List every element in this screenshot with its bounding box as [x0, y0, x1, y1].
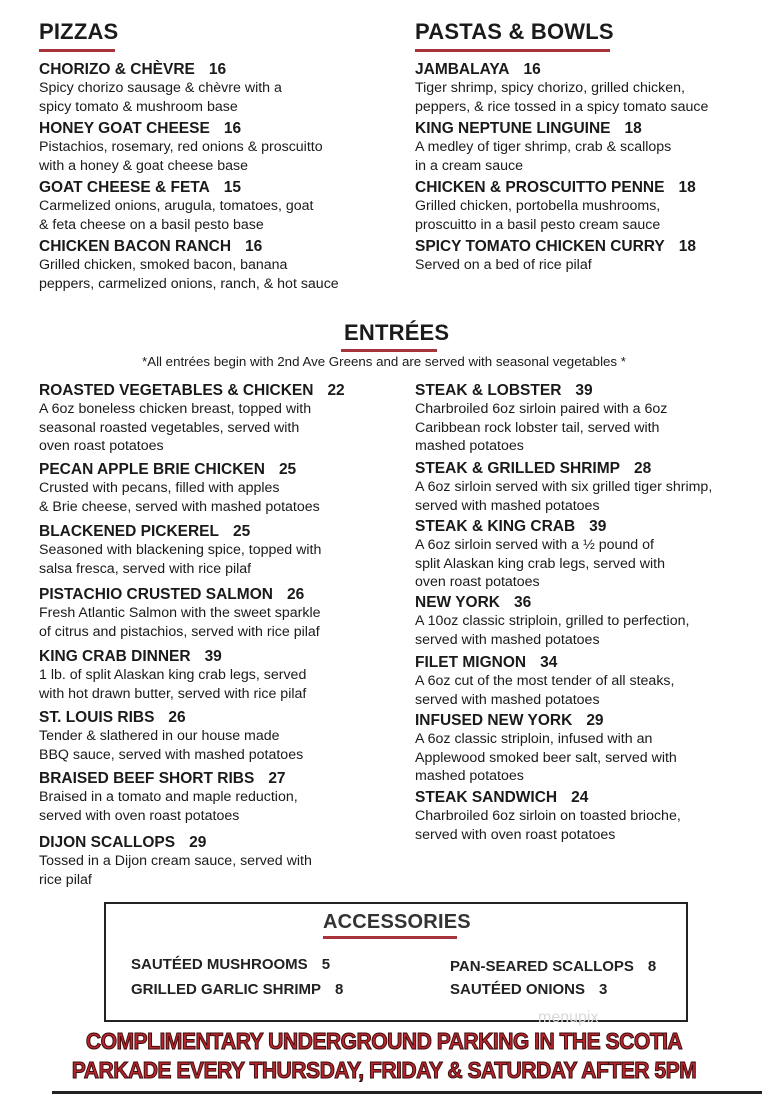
item-title: [415, 653, 765, 672]
item-description: Grilled chicken, portobella mushrooms,: [415, 198, 661, 214]
item-description: Charbroiled 6oz sirloin on toasted brioche,: [415, 808, 681, 824]
item-description: served with oven roast potatoes: [415, 826, 616, 843]
item-description: Spicy chorizo sausage & chèvre with a: [39, 80, 282, 96]
item-title: [415, 459, 765, 478]
item-title: [39, 178, 389, 197]
item-description: Caribbean rock lobster tail, served with: [415, 419, 660, 436]
item-title: [39, 237, 389, 256]
item-description: mashed potatoes: [415, 768, 524, 784]
item-title: [39, 647, 389, 666]
accessory-item: [131, 981, 343, 998]
item-price: 36: [513, 594, 532, 611]
item-title: [415, 593, 765, 612]
accessory-name: SAUTÉED MUSHROOMS: [131, 956, 308, 973]
menu-item: [39, 769, 389, 825]
item-description: Tiger shrimp, spicy chorizo, grilled chicken,: [415, 80, 685, 96]
accessory-price: 5: [321, 956, 331, 973]
menu-item: [415, 119, 765, 175]
item-title: [39, 60, 389, 79]
item-price: 16: [208, 61, 227, 78]
item-description: with hot drawn butter, served with rice pilaf: [39, 685, 307, 702]
item-description: oven roast potatoes: [415, 574, 540, 590]
item-name: KING NEPTUNE LINGUINE: [415, 120, 611, 137]
item-title: [39, 381, 389, 400]
parking-line-2: PARKADE EVERY THURSDAY, FRIDAY & SATURDAY AFTER 5PM: [71, 1057, 697, 1083]
watermark: menupix: [538, 1009, 599, 1026]
menu-item: [39, 460, 389, 516]
item-description: A 10oz classic striploin, grilled to perfection,: [415, 613, 690, 629]
menu-item: [415, 178, 765, 234]
item-price: 27: [268, 770, 286, 787]
item-description: Fresh Atlantic Salmon with the sweet sparkle: [39, 605, 321, 621]
item-description: peppers, & rice tossed in a spicy tomato sauce: [415, 98, 709, 115]
item-title: [39, 522, 389, 541]
item-description: Braised in a tomato and maple reduction,: [39, 789, 298, 805]
item-description: of citrus and pistachios, served with rice pilaf: [39, 623, 320, 640]
item-title: [415, 788, 765, 807]
accessory-item: [450, 981, 607, 998]
menu-item: [39, 381, 389, 456]
item-name: BRAISED BEEF SHORT RIBS: [39, 770, 255, 787]
menu-item: [415, 653, 765, 709]
item-price: 18: [678, 238, 696, 255]
pizzas-underline: [39, 49, 115, 52]
pastas-underline: [415, 49, 610, 52]
item-name: KING CRAB DINNER: [39, 648, 191, 665]
item-price: 22: [327, 382, 345, 399]
menu-item: [415, 237, 765, 275]
item-name: FILET MIGNON: [415, 654, 527, 671]
accessory-name: SAUTÉED ONIONS: [450, 981, 586, 998]
item-description: rice pilaf: [39, 871, 92, 888]
item-name: CHORIZO & CHÈVRE: [39, 61, 195, 78]
accessory-name: PAN-SEARED SCALLOPS: [450, 958, 634, 975]
accessories-heading: ACCESSORIES: [323, 911, 471, 933]
item-name: HONEY GOAT CHEESE: [39, 120, 210, 137]
item-name: INFUSED NEW YORK: [415, 712, 573, 729]
menu-item: [39, 585, 389, 641]
item-description: salsa fresca, served with rice pilaf: [39, 560, 252, 577]
item-name: CHICKEN BACON RANCH: [39, 238, 232, 255]
accessory-item: [450, 958, 656, 975]
item-price: 28: [633, 460, 652, 477]
item-title: [39, 769, 389, 788]
item-description: split Alaskan king crab legs, served with: [415, 555, 665, 572]
item-description: peppers, carmelized onions, ranch, & hot sauce: [39, 275, 339, 292]
item-description: Tender & slathered in our house made: [39, 728, 280, 744]
item-description: served with mashed potatoes: [415, 497, 600, 514]
menu-item: [39, 237, 389, 293]
menu-item: [415, 593, 765, 649]
menu-item: [39, 708, 389, 764]
item-price: 16: [523, 61, 541, 78]
item-title: [39, 119, 389, 138]
item-name: PECAN APPLE BRIE CHICKEN: [39, 461, 265, 478]
item-title: [39, 708, 389, 727]
item-price: 16: [223, 120, 242, 137]
menu-item: [415, 381, 765, 456]
item-price: 24: [571, 789, 589, 806]
item-price: 39: [589, 518, 607, 535]
menu-item: [39, 522, 389, 578]
item-description: A 6oz sirloin served with six grilled tiger shrimp,: [415, 479, 713, 495]
accessory-price: 3: [599, 981, 608, 998]
item-description: mashed potatoes: [415, 438, 524, 454]
item-name: PISTACHIO CRUSTED SALMON: [39, 586, 273, 603]
menu-item: [415, 459, 765, 515]
menu-item: [39, 647, 389, 703]
item-title: [415, 711, 765, 730]
menu-item: [39, 178, 389, 234]
item-description: A medley of tiger shrimp, crab & scallops: [415, 139, 672, 155]
accessories-underline: [323, 936, 457, 939]
item-price: 34: [540, 654, 558, 671]
entrees-heading: ENTRÉES: [344, 320, 450, 345]
menu-item: [39, 60, 389, 116]
menu-item: [415, 711, 765, 786]
item-name: ST. LOUIS RIBS: [39, 709, 155, 726]
item-description: with a honey & goat cheese base: [39, 157, 249, 174]
item-description: 1 lb. of split Alaskan king crab legs, served: [39, 667, 307, 683]
item-price: 26: [168, 709, 186, 726]
entrees-underline: [341, 349, 437, 352]
accessory-price: 8: [647, 958, 657, 975]
item-name: JAMBALAYA: [415, 61, 510, 78]
item-description: served with mashed potatoes: [415, 691, 600, 708]
pizzas-heading: PIZZAS: [39, 19, 119, 44]
item-description: Served on a bed of rice pilaf: [415, 257, 592, 273]
bottom-rule: [52, 1091, 762, 1094]
item-price: 18: [624, 120, 642, 137]
accessory-price: 8: [335, 981, 344, 998]
item-name: BLACKENED PICKEREL: [39, 523, 219, 540]
item-price: 39: [575, 382, 593, 399]
item-price: 15: [223, 179, 242, 196]
menu-item: [39, 833, 389, 889]
item-description: oven roast potatoes: [39, 438, 164, 454]
menu-item: [415, 517, 765, 592]
item-description: spicy tomato & mushroom base: [39, 98, 238, 115]
item-name: SPICY TOMATO CHICKEN CURRY: [415, 238, 665, 255]
item-name: STEAK & LOBSTER: [415, 382, 562, 399]
item-name: CHICKEN & PROSCUITTO PENNE: [415, 179, 665, 196]
accessory-name: GRILLED GARLIC SHRIMP: [131, 981, 321, 998]
item-price: 29: [189, 834, 207, 851]
item-price: 26: [286, 586, 305, 603]
item-description: in a cream sauce: [415, 157, 524, 174]
item-title: [415, 517, 765, 536]
item-price: 18: [678, 179, 696, 196]
item-name: DIJON SCALLOPS: [39, 834, 176, 851]
menu-item: [39, 119, 389, 175]
item-title: [415, 381, 765, 400]
item-description: Crusted with pecans, filled with apples: [39, 480, 280, 496]
item-description: A 6oz sirloin served with a ½ pound of: [415, 537, 654, 553]
item-title: [415, 237, 765, 256]
item-name: ROASTED VEGETABLES & CHICKEN: [39, 382, 314, 399]
item-description: & Brie cheese, served with mashed potatoes: [39, 498, 320, 515]
item-description: Tossed in a Dijon cream sauce, served with: [39, 853, 312, 869]
item-description: served with oven roast potatoes: [39, 807, 240, 824]
item-description: Pistachios, rosemary, red onions & proscuitto: [39, 139, 323, 155]
item-description: BBQ sauce, served with mashed potatoes: [39, 746, 304, 763]
item-description: Carmelized onions, arugula, tomatoes, goat: [39, 198, 314, 214]
item-description: served with mashed potatoes: [415, 631, 600, 648]
item-description: Charbroiled 6oz sirloin paired with a 6oz: [415, 401, 668, 417]
accessory-item: [131, 956, 330, 973]
item-description: proscuitto in a basil pesto cream sauce: [415, 216, 661, 233]
item-description: & feta cheese on a basil pesto base: [39, 216, 264, 233]
item-name: NEW YORK: [415, 594, 500, 611]
item-name: STEAK & GRILLED SHRIMP: [415, 460, 620, 477]
item-description: seasonal roasted vegetables, served with: [39, 419, 300, 436]
item-description: A 6oz cut of the most tender of all steaks,: [415, 673, 675, 689]
item-price: 29: [586, 712, 604, 729]
item-name: STEAK & KING CRAB: [415, 518, 576, 535]
item-title: [39, 833, 389, 852]
parking-line-1: COMPLIMENTARY UNDERGROUND PARKING IN THE SCOTIA: [85, 1028, 683, 1054]
item-price: 25: [278, 461, 297, 478]
item-title: [415, 178, 765, 197]
menu-item: [415, 788, 765, 844]
pastas-heading: PASTAS & BOWLS: [415, 19, 614, 44]
item-description: Grilled chicken, smoked bacon, banana: [39, 257, 288, 273]
item-description: Seasoned with blackening spice, topped with: [39, 542, 322, 558]
item-title: [39, 585, 389, 604]
menu-item: [415, 60, 765, 116]
entrees-note: *All entrées begin with 2nd Ave Greens and are served with seasonal vegetables *: [142, 354, 626, 369]
item-title: [415, 119, 765, 138]
item-name: GOAT CHEESE & FETA: [39, 179, 210, 196]
item-title: [39, 460, 389, 479]
item-price: 39: [204, 648, 222, 665]
item-title: [415, 60, 765, 79]
item-description: A 6oz classic striploin, infused with an: [415, 731, 653, 747]
item-description: A 6oz boneless chicken breast, topped with: [39, 401, 312, 417]
item-price: 16: [245, 238, 263, 255]
item-price: 25: [232, 523, 251, 540]
item-name: STEAK SANDWICH: [415, 789, 558, 806]
item-description: Applewood smoked beer salt, served with: [415, 749, 677, 766]
